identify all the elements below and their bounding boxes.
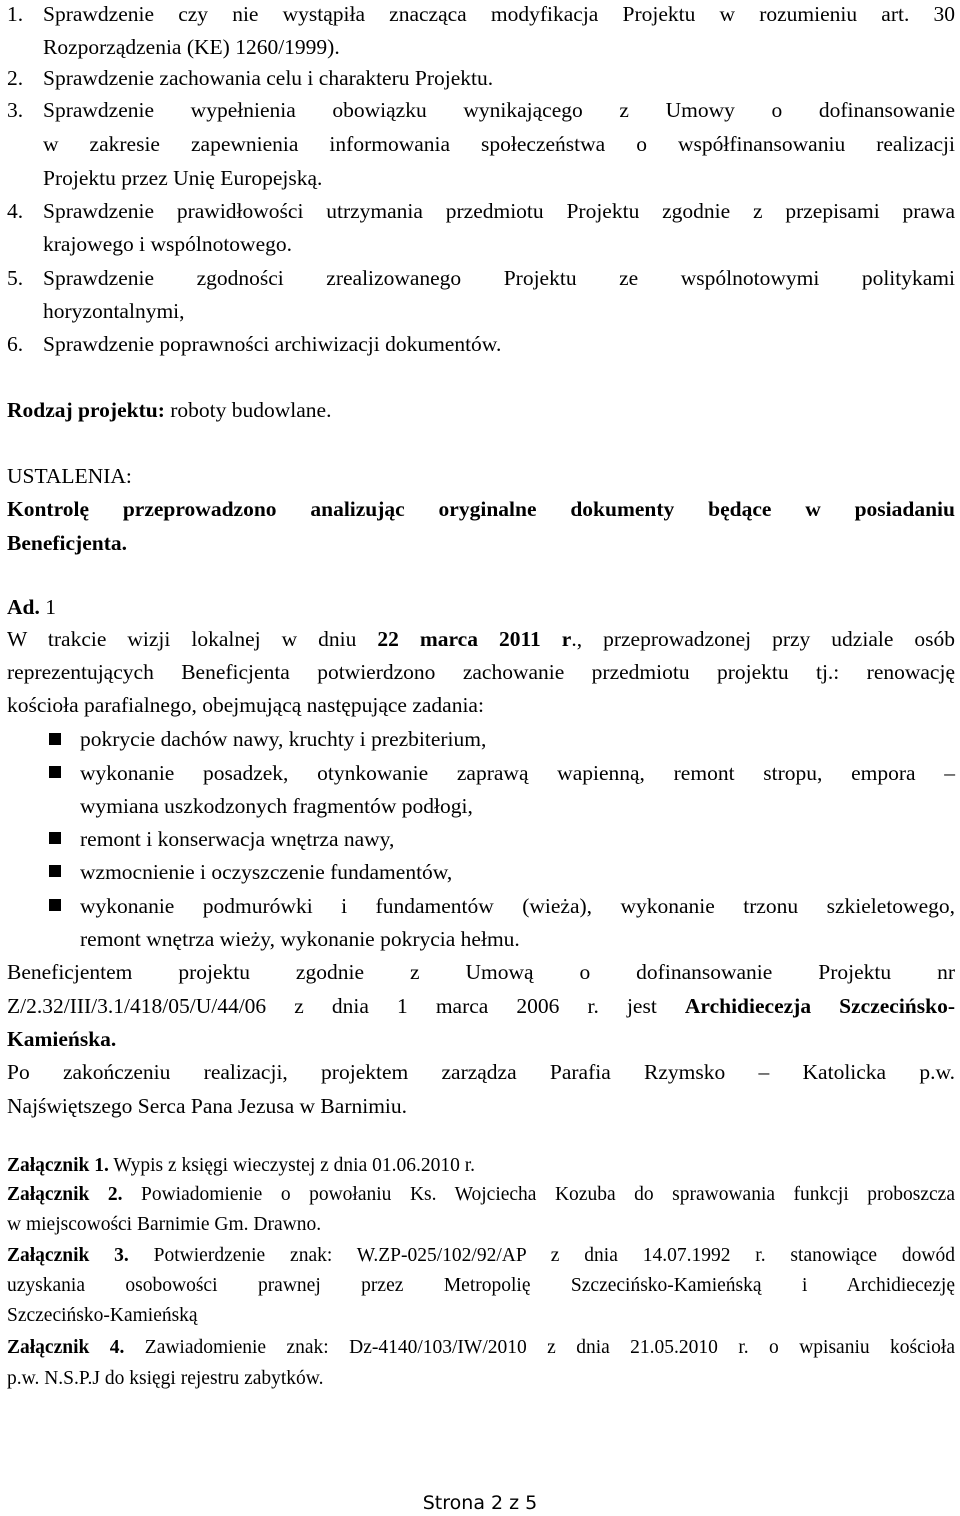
beneficiary-line-1: Beneficjentem projektu zgodnie z Umową o dofinansowanie Projektu nr: [7, 960, 955, 984]
check-5-line-1: 5. Sprawdzenie zgodności zrealizowanego Projektu ze wspólnotowymi politykami: [7, 266, 955, 290]
attachment-2-line-2: w miejscowości Barnimie Gm. Drawno.: [7, 1214, 322, 1235]
check-3-line-1: 3. Sprawdzenie wypełnienia obowiązku wynikającego z Umowy o dofinansowanie: [7, 98, 955, 122]
attachment-4-line-1: Załącznik 4. Zawiadomienie znak: Dz-4140/103/IW/2010 z dnia 21.05.2010 r. o wpisaniu kościoła: [7, 1337, 955, 1358]
check-4-line-1: 4. Sprawdzenie prawidłowości utrzymania przedmiotu Projektu zgodnie z przepisami prawa: [7, 199, 955, 223]
check-3-line-3: Projektu przez Unię Europejską.: [43, 166, 323, 190]
findings-line-1: Kontrolę przeprowadzono analizując oryginalne dokumenty będące w posiadaniu: [7, 497, 955, 521]
ad1-heading: Ad. 1: [7, 595, 56, 619]
task-item: pokrycie dachów nawy, kruchty i prezbiterium,: [80, 727, 487, 751]
attachment-1: Załącznik 1. Wypis z księgi wieczystej z dnia 01.06.2010 r.: [7, 1155, 476, 1176]
project-type: [7, 397, 331, 423]
beneficiary-name: Archidiecezja Szczecińsko-: [684, 994, 955, 1018]
task-item: remont i konserwacja wnętrza nawy,: [80, 827, 395, 851]
management-line-2: Najświętszego Serca Pana Jezusa w Barnimiu.: [7, 1094, 408, 1118]
inspection-date: 22 marca 2011 r: [377, 627, 572, 651]
bullet-square-icon: [49, 766, 61, 778]
attachment-2-line-1: Załącznik 2. Powiadomienie o powołaniu Ks. Wojciecha Kozuba do sprawowania funkcji proboszcza: [7, 1184, 955, 1205]
check-5-line-2: horyzontalnymi,: [43, 299, 185, 323]
check-6: 6. Sprawdzenie poprawności archiwizacji dokumentów.: [7, 332, 502, 356]
task-item: wzmocnienie i oczyszczenie fundamentów,: [80, 860, 453, 884]
check-4-line-2: krajowego i wspólnotowego.: [43, 232, 293, 256]
findings-line-2: Beneficjenta.: [7, 531, 128, 555]
findings-heading: USTALENIA:: [7, 464, 132, 488]
page-number-footer: Strona 2 z 5: [422, 1492, 538, 1514]
management-line-1: Po zakończeniu realizacji, projektem zarządza Parafia Rzymsko – Katolicka p.w.: [7, 1060, 955, 1084]
check-3-line-2: w zakresie zapewnienia informowania społeczeństwa o współfinansowaniu realizacji: [43, 132, 955, 156]
check-1-line-1: 1. Sprawdzenie czy nie wystąpiła znacząca modyfikacja Projektu w rozumieniu art. 30: [7, 2, 955, 26]
attachment-3-line-2: uzyskania osobowości prawnej przez Metropolię Szczecińsko-Kamieńską i Archidiecezję: [7, 1275, 955, 1296]
project-type-value: roboty budowlane.: [164, 398, 332, 422]
check-1-line-2: Rozporządzenia (KE) 1260/1999).: [43, 35, 340, 59]
task-item: wykonanie podmurówki i fundamentów (wieża), wykonanie trzonu szkieletowego,: [80, 894, 955, 918]
task-item-continuation: wymiana uszkodzonych fragmentów podłogi,: [80, 794, 473, 818]
bullet-square-icon: [49, 899, 61, 911]
project-type-label: Rodzaj projektu:: [7, 398, 165, 422]
attachment-4-line-2: p.w. N.S.P.J do księgi rejestru zabytków.: [7, 1368, 324, 1389]
bullet-square-icon: [49, 733, 61, 745]
task-item-continuation: remont wnętrza wieży, wykonanie pokrycia hełmu.: [80, 927, 520, 951]
beneficiary-line-2: Z/2.32/III/3.1/418/05/U/44/06 z dnia 1 marca 2006 r. jest Archidiecezja Szczecińsko-: [7, 994, 955, 1018]
ad1-para-line-1: W trakcie wizji lokalnej w dniu 22 marca 2011 r., przeprowadzonej przy udziale osób: [7, 627, 955, 651]
ad1-para-line-2: reprezentujących Beneficjenta potwierdzono zachowanie przedmiotu projektu tj.: renowację: [7, 660, 955, 684]
attachment-3-line-3: Szczecińsko-Kamieńską: [7, 1305, 198, 1326]
beneficiary-line-3: Kamieńska.: [7, 1027, 117, 1051]
bullet-square-icon: [49, 865, 61, 877]
bullet-square-icon: [49, 832, 61, 844]
check-2: 2. Sprawdzenie zachowania celu i charakteru Projektu.: [7, 66, 494, 90]
task-item: wykonanie posadzek, otynkowanie zaprawą wapienną, remont stropu, empora –: [80, 761, 955, 785]
ad1-para-line-3: kościoła parafialnego, obejmującą następujące zadania:: [7, 693, 484, 717]
attachment-3-line-1: Załącznik 3. Potwierdzenie znak: W.ZP-025/102/92/AP z dnia 14.07.1992 r. stanowiące dowód: [7, 1245, 955, 1266]
